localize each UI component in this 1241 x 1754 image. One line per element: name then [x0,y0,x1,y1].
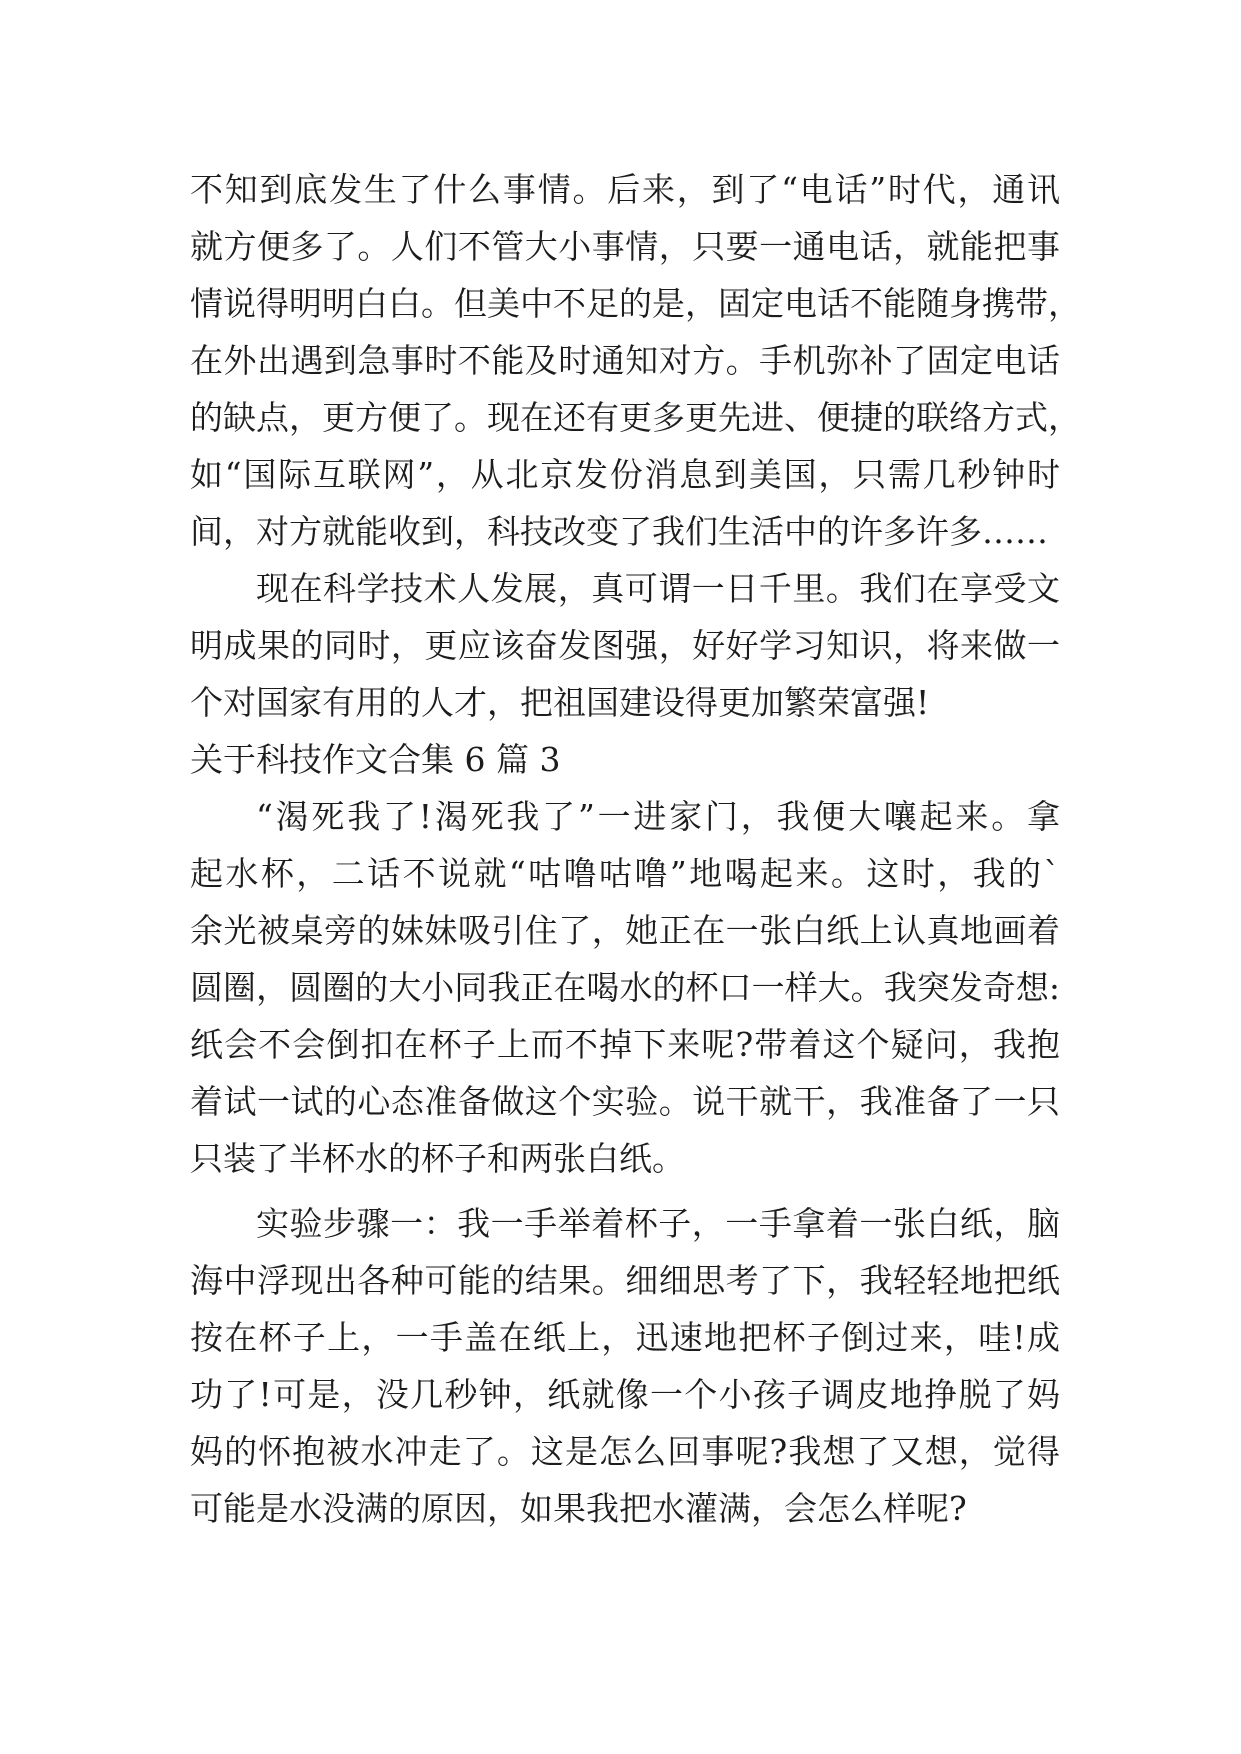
paragraph-2 [190,560,1060,731]
text-line: 妈的怀抱被水冲走了。这是怎么回事呢?我想了又想，觉得 [190,1432,1060,1471]
text-line: 着试一试的心态准备做这个实验。说干就干，我准备了一只 [190,1082,1060,1121]
text-line: 如“国际互联网”，从北京发份消息到美国，只需几秒钟时 [190,455,1060,494]
text-line: 可能是水没满的原因，如果我把水灌满，会怎么样呢? [190,1489,967,1528]
text-line: 按在杯子上，一手盖在纸上，迅速地把杯子倒过来，哇!成 [190,1318,1060,1357]
paragraph-1 [190,161,1081,560]
document-body [190,161,1081,1537]
text-line: 情说得明明白白。但美中不足的是，固定电话不能随身携带， [190,284,1081,323]
paragraph-gap [190,1187,1060,1195]
text-line: 个对国家有用的人才，把祖国建设得更加繁荣富强! [190,683,930,722]
text-line: “渴死我了!渴死我了”一进家门，我便大嚷起来。拿 [256,797,1060,836]
text-line: 明成果的同时，更应该奋发图强，好好学习知识，将来做一 [190,626,1060,665]
text-line: 纸会不会倒扣在杯子上而不掉下来呢?带着这个疑问，我抱 [190,1025,1060,1064]
text-line: 起水杯，二话不说就“咕噜咕噜”地喝起来。这时，我的` [190,854,1060,893]
text-line: 圆圈，圆圈的大小同我正在喝水的杯口一样大。我突发奇想: [190,968,1060,1007]
text-line: 实验步骤一：我一手举着杯子，一手拿着一张白纸，脑 [256,1204,1060,1243]
text-line: 功了!可是，没几秒钟，纸就像一个小孩子调皮地挣脱了妈 [190,1375,1060,1414]
paragraph-3 [190,788,1060,1187]
text-line: 海中浮现出各种可能的结果。细细思考了下，我轻轻地把纸 [190,1261,1060,1300]
text-line: 不知到底发生了什么事情。后来，到了“电话”时代，通讯 [190,170,1060,209]
text-line: 的缺点，更方便了。现在还有更多更先进、便捷的联络方式， [190,398,1081,437]
text-line: 在外出遇到急事时不能及时通知对方。手机弥补了固定电话 [190,341,1060,380]
text-line: 现在科学技术人发展，真可谓一日千里。我们在享受文 [256,569,1060,608]
text-line: 就方便多了。人们不管大小事情，只要一通电话，就能把事 [190,227,1060,266]
text-line: 余光被桌旁的妹妹吸引住了，她正在一张白纸上认真地画着 [190,911,1060,950]
text-line: 间，对方就能收到，科技改变了我们生活中的许多许多…… [190,512,1048,551]
paragraph-4 [190,1195,1060,1537]
section-heading: 关于科技作文合集 6 篇 3 [190,740,561,779]
text-line: 只装了半杯水的杯子和两张白纸。 [190,1139,685,1178]
